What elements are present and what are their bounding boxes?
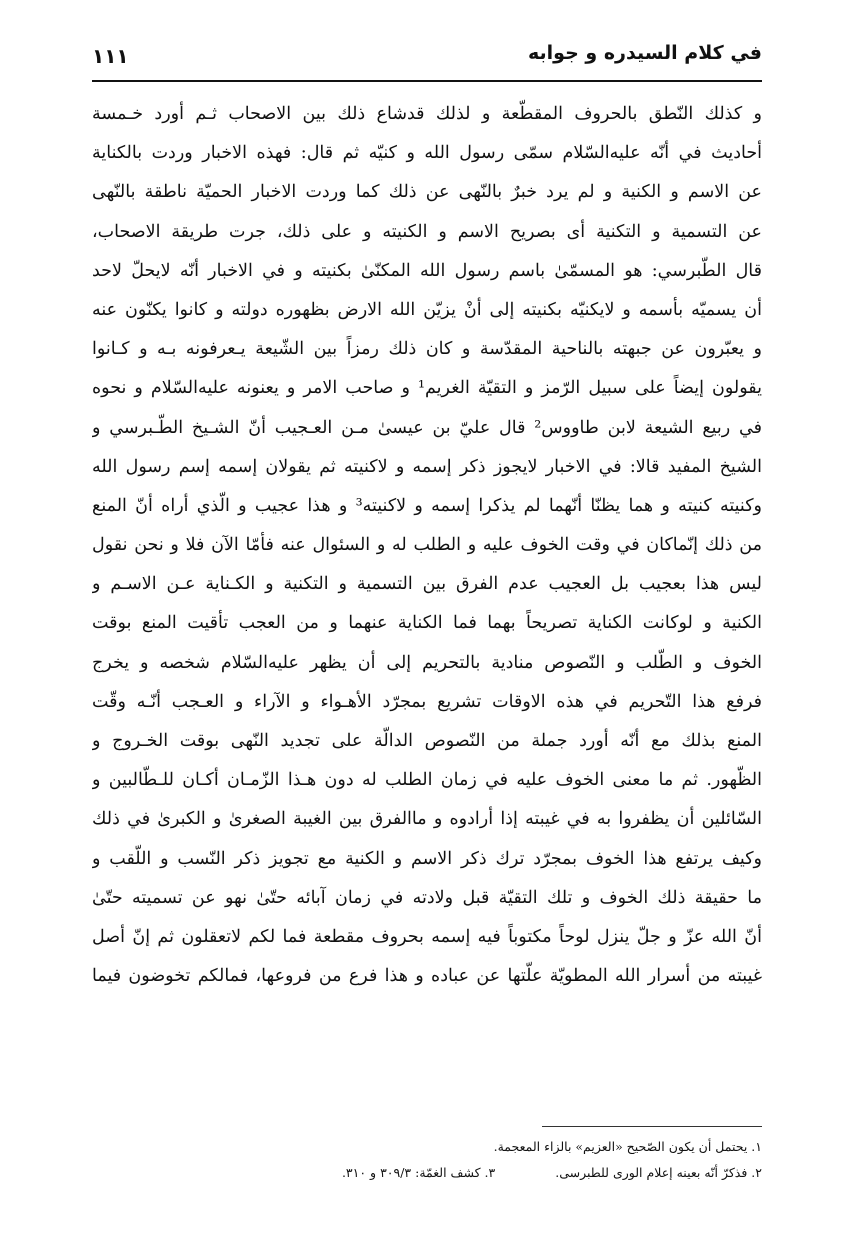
text-line: ما حقيقة ذلك الخوف و تلك التقيّة قبل ولادته في زمان آبائه حتّىٰ نهو عن تسميته حتّىٰ <box>92 887 762 908</box>
text-line: غيبته من أسرار الله المطويّة علّتها عن عباده و هذا فرع من فروعها، فمالكم تخوضون فيما <box>92 966 762 987</box>
text-line: و يعبّرون عن جبهته بالناحية المقدّسة و كان ذلك رمزاً بين الشّيعة يـعرفونه بـه و كـانوا <box>92 339 762 360</box>
body-text <box>92 95 762 996</box>
text-line: عن الاسم و الكنية و لم يرد خبرٌ بالنّهى عن ذلك كما وردت الاخبار الحميّة ناطقة بالنّهى <box>92 182 762 203</box>
text-line: أحاديث في أنّه عليه‌السّلام سمّى رسول الله و كنيّه ثم قال: فهذه الاخبار وردت بالكناية <box>92 143 762 164</box>
footnote-2: ٢. فذكرّ أنّه بعينه إعلام الورى للطبرسى. <box>555 1165 762 1180</box>
text-line: الظّهور. ثم ما معنى الخوف عليه في زمان الطلب له دون هـذا الزّمـان أكـان للـطّالبين و <box>92 770 762 791</box>
text-line: وكيف يرتفع هذا الخوف بمجرّد ترك ذكر الاسم و الكنية مع تجويز ذكر النّسب و اللّقب و <box>92 848 762 869</box>
text-line: و كذلك النّطق بالحروف المقطّعة و لذلك قدشاع ذلك بين الاصحاب ثـم أورد خـمسة <box>92 104 762 124</box>
text-line: المنع بذلك مع أنّه أورد جملة من النّصوص الدالّة على تجديد النّهى بوقت الخـروج و <box>92 731 762 751</box>
text-line: قال الطّبرسي: هو المسمّىٰ باسم رسول الله المكنّىٰ بكنيته و في الاخبار أنّه لايحلّ لاحد <box>92 260 762 281</box>
footnote-3: ٣. كشف الغمّة: ٣٠٩/٣ و ٣١٠. <box>341 1165 496 1180</box>
running-header <box>92 40 762 76</box>
text-line: أن يسميّه بأسمه و لايكنيّه بكنيته إلى أنْ يزيّن الله الارض بظهوره دولته و كانوا يكنّون عنه <box>92 299 762 320</box>
footnote-row <box>92 1160 762 1186</box>
text-line: من ذلك إنّماكان في وقت الخوف عليه و الطلب له و السئوال عنه فأمّا الآن فلا و نحن نقول <box>92 535 762 556</box>
text-line: فرفع هذا التّحريم في هذه الاوقات تشريع بمجرّد الأهـواء و الآراء و العـجب أنّـه وقّت <box>92 691 762 712</box>
text-line: أنّ الله عزّ و جلّ ينزل لوحاً مكتوباً فيه إسمه بحروف مقطعة فما لكم لاتعقلون ثم إنّ أصل <box>92 926 762 947</box>
text-line: في ربيع الشيعة لابن طاووس² قال عليّ بن عيسىٰ مـن العـجيب أنّ الشـيخ الطّـبرسي و <box>92 417 762 438</box>
text-line: يقولون إيضاً على سبيل الرّمز و التقيّة الغريم¹ و صاحب الامر و يعنونه عليه‌السّلام و نحوه <box>92 378 762 399</box>
text-line: الكنية و لوكانت الكناية تصريحاً بهما فما الكناية عنهما و من العجب تأقيت المنع بوقت <box>92 613 762 634</box>
footnote-1: ١. يحتمل أن يكون الصّحيح «العزيم» بالزاء المعجمة. <box>493 1139 762 1154</box>
text-line: ليس هذا بعجيب بل العجيب عدم الفرق بين التسمية و التكنية و الكـناية عـن الاسـم و <box>92 574 762 595</box>
page-number: ١١١ <box>92 44 129 68</box>
text-line: وكنيته كنيته و هما يظنّا أنّهما لم يذكرا إسمه و لاكنيته³ و هذا عجيب و الّذي أراه أنّ المنع <box>92 495 762 516</box>
text-line: السّائلين أن يظفروا به في غيبته إذا أرادوه و ماالفرق بين الغيبة الصغرىٰ و الكبرىٰ في ذلك <box>92 809 762 830</box>
text-line: الشيخ المفيد قالا: في الاخبار لايجوز ذكر إسمه و لاكنيته ثم يقولان إسمه إسم رسول الله <box>92 456 762 477</box>
running-header-title: في كلام السيدره و جوابه <box>528 42 762 64</box>
header-rule <box>92 80 762 82</box>
text-line: عن التسمية و التكنية أى بصريح الاسم و الكنيته و على ذلك، جرت طريقة الاصحاب، <box>92 221 762 242</box>
footnotes <box>92 1134 762 1186</box>
footnote-rule <box>542 1126 762 1127</box>
text-line: الخوف و الطّلب و النّصوص منادية بالتحريم إلى أن يظهر عليه‌السّلام شخصه و يخرج <box>92 652 762 673</box>
